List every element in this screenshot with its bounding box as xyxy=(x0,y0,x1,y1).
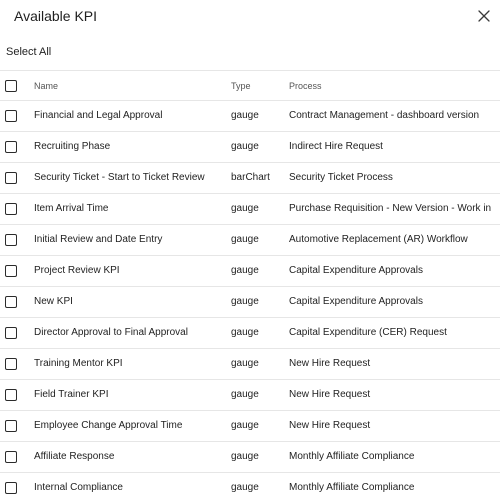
table-row[interactable] xyxy=(0,287,500,318)
table-row[interactable] xyxy=(0,256,500,287)
row-checkbox[interactable] xyxy=(5,327,17,339)
kpi-name: Recruiting Phase xyxy=(34,141,111,152)
dialog-header xyxy=(0,0,500,34)
close-icon xyxy=(478,10,490,22)
kpi-process: Security Ticket Process xyxy=(289,172,393,183)
kpi-process: New Hire Request xyxy=(289,389,371,400)
kpi-type: barChart xyxy=(231,172,270,183)
row-checkbox[interactable] xyxy=(5,234,17,246)
table-row[interactable] xyxy=(0,194,500,225)
table-row[interactable] xyxy=(0,163,500,194)
row-checkbox[interactable] xyxy=(5,203,17,215)
kpi-name: Financial and Legal Approval xyxy=(34,110,163,121)
kpi-type: gauge xyxy=(231,327,259,338)
row-checkbox[interactable] xyxy=(5,358,17,370)
kpi-process: Contract Management - dashboard version xyxy=(289,110,480,121)
kpi-type: gauge xyxy=(231,389,259,400)
table-row[interactable] xyxy=(0,442,500,473)
kpi-process: Indirect Hire Request xyxy=(289,141,383,152)
row-checkbox[interactable] xyxy=(5,389,17,401)
kpi-name: Security Ticket - Start to Ticket Review xyxy=(34,172,205,183)
kpi-name: Field Trainer KPI xyxy=(34,389,109,400)
kpi-process: Capital Expenditure Approvals xyxy=(289,265,423,276)
column-header-process[interactable]: Process xyxy=(289,81,322,91)
row-checkbox[interactable] xyxy=(5,110,17,122)
dialog-title: Available KPI xyxy=(14,8,98,24)
kpi-type: gauge xyxy=(231,110,259,121)
table-row[interactable] xyxy=(0,318,500,349)
kpi-type: gauge xyxy=(231,482,259,493)
row-checkbox[interactable] xyxy=(5,420,17,432)
kpi-process: Monthly Affiliate Compliance xyxy=(289,451,415,462)
kpi-name: Item Arrival Time xyxy=(34,203,109,214)
kpi-name: New KPI xyxy=(34,296,73,307)
select-all-checkbox[interactable] xyxy=(5,80,17,92)
table-row[interactable] xyxy=(0,380,500,411)
kpi-type: gauge xyxy=(231,141,259,152)
row-checkbox[interactable] xyxy=(5,482,17,494)
kpi-name: Affiliate Response xyxy=(34,451,115,462)
kpi-table xyxy=(0,70,500,497)
kpi-type: gauge xyxy=(231,234,259,245)
kpi-type: gauge xyxy=(231,203,259,214)
table-row[interactable] xyxy=(0,411,500,442)
kpi-type: gauge xyxy=(231,420,259,431)
kpi-process: Capital Expenditure Approvals xyxy=(289,296,423,307)
row-checkbox[interactable] xyxy=(5,451,17,463)
kpi-name: Employee Change Approval Time xyxy=(34,420,183,431)
kpi-process: New Hire Request xyxy=(289,420,371,431)
row-checkbox[interactable] xyxy=(5,172,17,184)
kpi-name: Training Mentor KPI xyxy=(34,358,123,369)
table-row[interactable] xyxy=(0,225,500,256)
kpi-name: Project Review KPI xyxy=(34,265,120,276)
column-header-name[interactable]: Name xyxy=(34,81,59,91)
kpi-type: gauge xyxy=(231,265,259,276)
table-header-row xyxy=(0,70,500,101)
table-row[interactable] xyxy=(0,132,500,163)
select-all-link[interactable]: Select All xyxy=(6,46,52,58)
table-row[interactable] xyxy=(0,473,500,497)
row-checkbox[interactable] xyxy=(5,265,17,277)
row-checkbox[interactable] xyxy=(5,296,17,308)
table-row[interactable] xyxy=(0,349,500,380)
kpi-process: Capital Expenditure (CER) Request xyxy=(289,327,447,338)
column-header-type[interactable]: Type xyxy=(231,81,251,91)
kpi-process: Purchase Requisition - New Version - Work in xyxy=(289,203,492,214)
kpi-type: gauge xyxy=(231,451,259,462)
kpi-name: Director Approval to Final Approval xyxy=(34,327,188,338)
kpi-process: Monthly Affiliate Compliance xyxy=(289,482,415,493)
kpi-name: Initial Review and Date Entry xyxy=(34,234,163,245)
kpi-name: Internal Compliance xyxy=(34,482,123,493)
table-body xyxy=(0,101,500,497)
row-checkbox[interactable] xyxy=(5,141,17,153)
kpi-process: Automotive Replacement (AR) Workflow xyxy=(289,234,468,245)
close-button[interactable] xyxy=(474,6,494,26)
kpi-type: gauge xyxy=(231,358,259,369)
table-row[interactable] xyxy=(0,101,500,132)
kpi-type: gauge xyxy=(231,296,259,307)
kpi-process: New Hire Request xyxy=(289,358,371,369)
